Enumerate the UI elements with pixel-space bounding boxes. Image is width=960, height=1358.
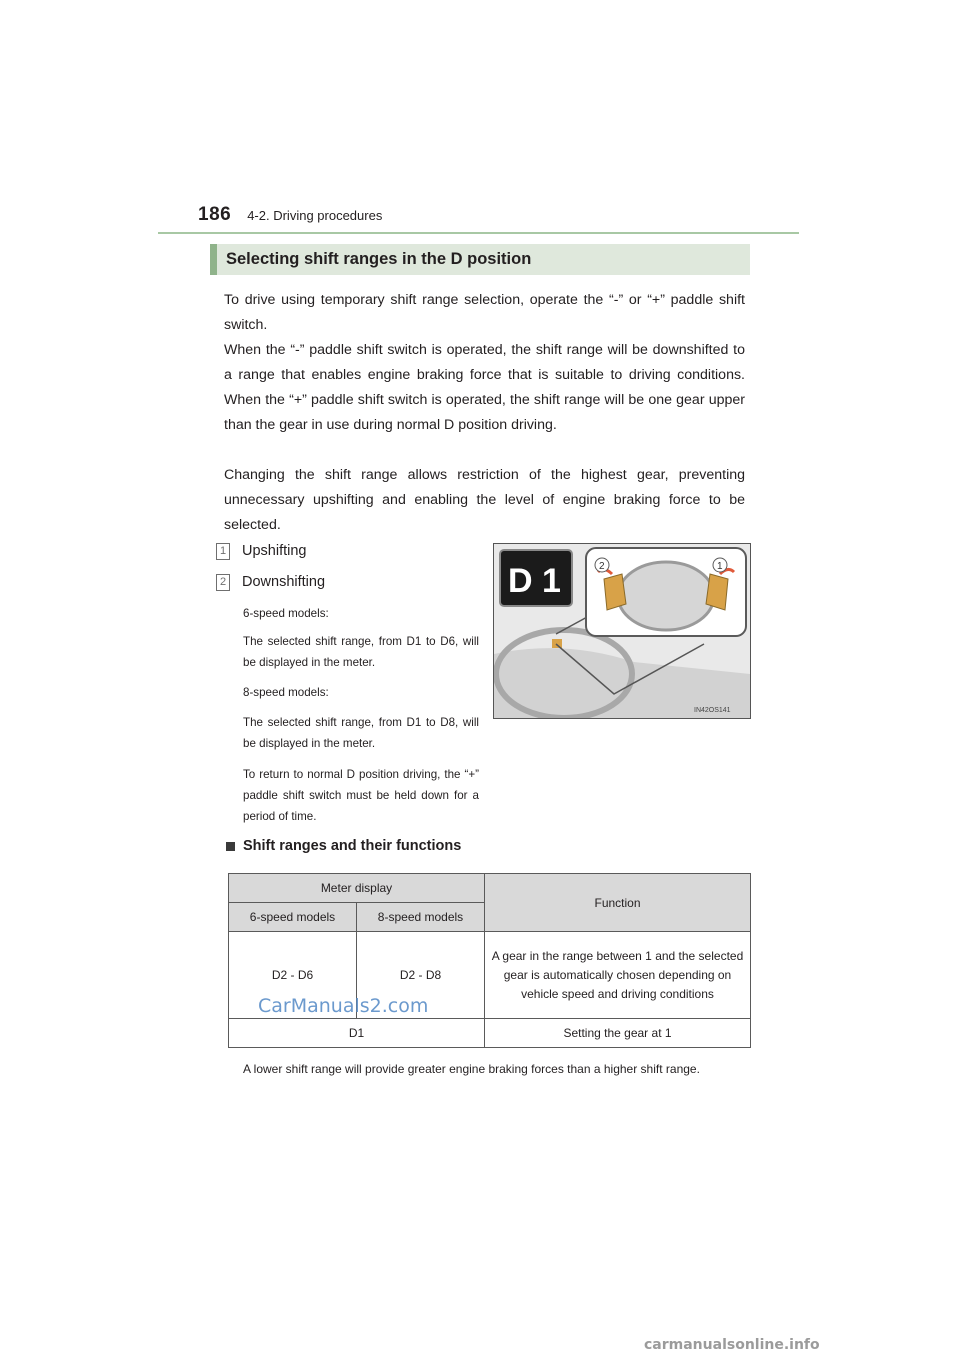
section-title: 4-2. Driving procedures: [247, 208, 383, 223]
watermark-carmanualsonline: carmanualsonline.info: [644, 1337, 820, 1353]
number-badge-1: 1: [216, 543, 230, 560]
six-speed-title: 6-speed models:: [243, 607, 329, 620]
header-meter-display: Meter display: [229, 874, 485, 903]
illustration-svg: [494, 544, 750, 718]
header-function: Function: [485, 874, 751, 932]
cell-d1: D1: [229, 1019, 485, 1048]
subheading-text: Shift ranges and their functions: [243, 838, 462, 854]
intro-paragraph: To drive using temporary shift range selection, operate the “-” or “+” paddle shift switch.: [224, 292, 745, 333]
cell-8-speed-range: D2 - D8: [357, 932, 485, 1019]
return-instructions: To return to normal D position driving, the “+” paddle shift switch must be held down for a period of time.: [243, 768, 479, 823]
left-paddle: [604, 574, 626, 610]
table-row: [229, 1019, 751, 1048]
cell-function: A gear in the range between 1 and the selected gear is automatically chosen depending on vehicle speed and driving conditions: [485, 932, 751, 1019]
list-item-upshifting: [216, 541, 306, 561]
subheading: [226, 838, 461, 854]
paddle-shift-illustration: [493, 543, 751, 719]
square-bullet-icon: [226, 842, 235, 851]
shift-ranges-table: [228, 873, 751, 1048]
page-number: 186: [198, 204, 232, 225]
callout-number-2: 2: [599, 561, 605, 572]
figure-code: IN42OS141: [694, 707, 731, 714]
watermark-carmanuals2: CarManuals2.com: [258, 995, 429, 1017]
cell-6-speed-range: D2 - D6: [229, 932, 357, 1019]
right-paddle: [706, 574, 728, 610]
eight-speed-text: The selected shift range, from D1 to D8, will be displayed in the meter.: [243, 716, 479, 750]
list-item-downshifting: [216, 572, 325, 592]
header-6-speed: 6-speed models: [229, 903, 357, 932]
item-label: Downshifting: [242, 574, 326, 590]
steering-wheel-closeup: [618, 562, 714, 630]
table-header-row: [229, 874, 751, 903]
page-header: [198, 204, 382, 226]
number-badge-2: 2: [216, 574, 230, 591]
meter-display-text: D 1: [508, 562, 561, 600]
eight-speed-title: 8-speed models:: [243, 686, 329, 699]
cell-function: Setting the gear at 1: [485, 1019, 751, 1048]
small-paddle-switch: [552, 639, 562, 648]
paragraph-downshift: When the “-” paddle shift switch is operated, the shift range will be downshifted to a range that enables engine braking force that is suitable to driving conditions. When the “+” paddle shift switch is operated, the shift range will be one gear upper than the gear in use during normal D position driving.: [224, 342, 745, 433]
header-8-speed: 8-speed models: [357, 903, 485, 932]
item-label: Upshifting: [242, 543, 307, 559]
six-speed-text: The selected shift range, from D1 to D6, will be displayed in the meter.: [243, 635, 479, 669]
header-divider: [158, 232, 799, 234]
paragraph-restriction: Changing the shift range allows restriction of the highest gear, preventing unnecessary upshifting and enabling the level of engine braking force to be selected.: [224, 467, 745, 533]
section-heading-box: [210, 244, 750, 275]
callout-number-1: 1: [717, 561, 723, 572]
footnote: A lower shift range will provide greater engine braking forces than a higher shift range.: [243, 1062, 700, 1076]
section-heading: Selecting shift ranges in the D position: [226, 250, 532, 268]
